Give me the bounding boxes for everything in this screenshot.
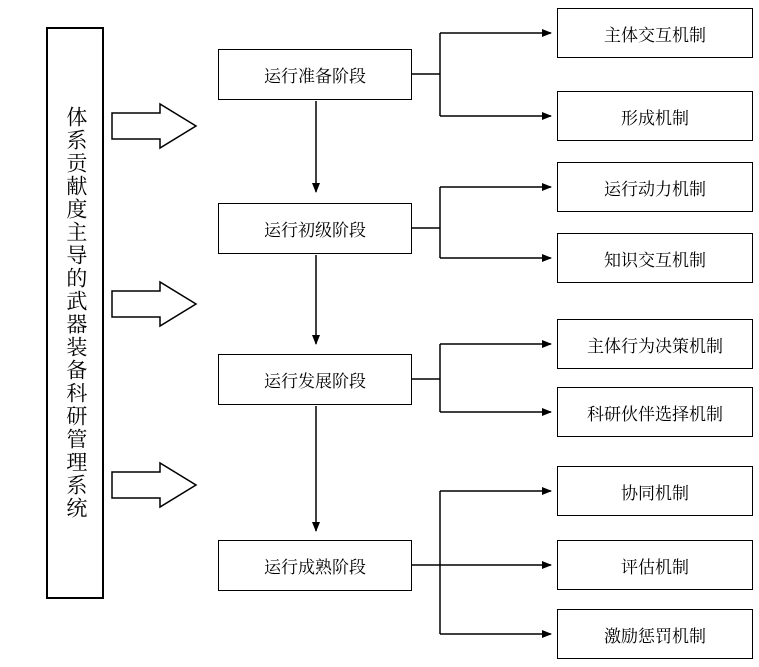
mechanism-box-2[interactable] [557, 91, 753, 141]
mechanism-label: 激励惩罚机制 [604, 626, 706, 646]
stage-label: 运行成熟阶段 [264, 558, 366, 577]
mechanism-box-8[interactable] [557, 540, 753, 590]
mechanism-box-4[interactable] [557, 233, 753, 283]
block-arrow-3 [112, 463, 196, 507]
mechanism-box-9[interactable] [557, 609, 753, 659]
stage-box-3[interactable] [218, 354, 412, 405]
system-title-text: 体系贡献度主导的武器装备科研管理系统 [63, 106, 87, 520]
mechanism-box-7[interactable] [557, 466, 753, 516]
mechanism-box-1[interactable] [557, 8, 753, 58]
mechanism-label: 运行动力机制 [604, 179, 706, 199]
mechanism-label: 主体交互机制 [604, 25, 706, 45]
mechanism-label: 知识交互机制 [604, 250, 706, 270]
mechanism-label: 科研伙伴选择机制 [587, 404, 723, 424]
mechanism-label: 协同机制 [621, 483, 689, 503]
stage-label: 运行准备阶段 [264, 67, 366, 86]
stage-box-1[interactable] [218, 49, 412, 100]
mechanism-label: 主体行为决策机制 [587, 336, 723, 356]
stage-box-4[interactable] [218, 540, 412, 591]
stage-box-2[interactable] [218, 203, 412, 254]
block-arrow-1 [112, 104, 196, 148]
mechanism-box-3[interactable] [557, 162, 753, 212]
mechanism-label: 形成机制 [621, 108, 689, 128]
mechanism-box-5[interactable] [557, 319, 753, 369]
mechanism-box-6[interactable] [557, 387, 753, 437]
mechanism-label: 评估机制 [621, 557, 689, 577]
stage-label: 运行初级阶段 [264, 221, 366, 240]
block-arrow-2 [112, 282, 196, 326]
stage-label: 运行发展阶段 [264, 372, 366, 391]
